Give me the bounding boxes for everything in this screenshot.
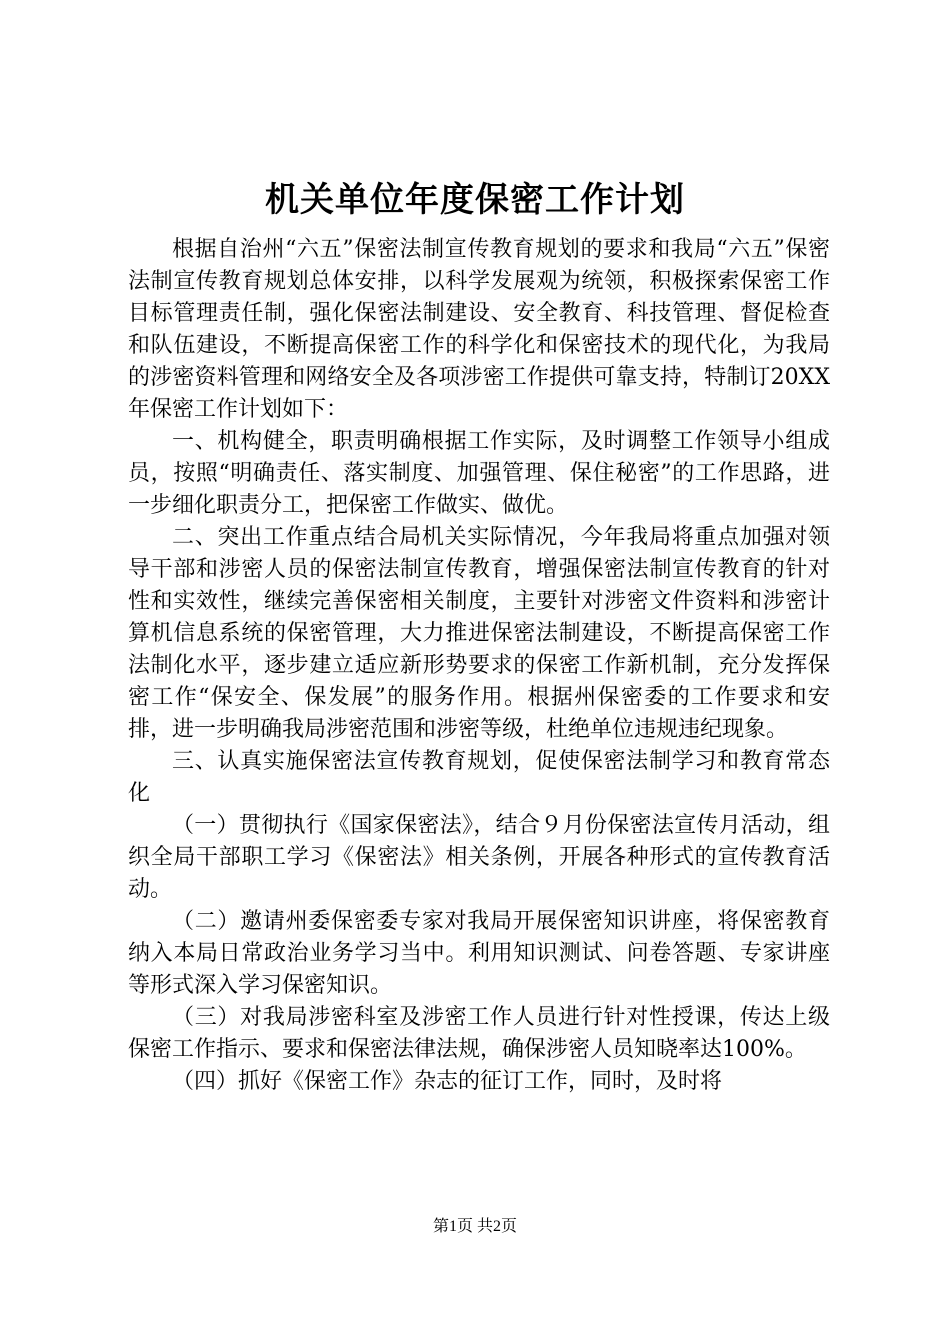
paragraph-item-2: （二）邀请州委保密委专家对我局开展保密知识讲座，将保密教育纳入本局日常政治业务学习当中。利用知识测试、问卷答题、专家讲座等形式深入学习保密知识。	[128, 909, 830, 998]
paragraph-intro: 根据自治州“六五”保密法制宣传教育规划的要求和我局“六五”保密法制宣传教育规划总体安排，以科学发展观为统领，积极探索保密工作目标管理责任制，强化保密法制建设、安全教育、科技管理、督促检查和队伍建设，不断提高保密工作的科学化和保密技术的现代化，为我局的涉密资料管理和网络安全及各项涉密工作提供可靠支持，特制订20XX年保密工作计划如下：	[128, 237, 830, 422]
document-title: 机关单位年度保密工作计划	[265, 180, 685, 220]
paragraph-section-3: 三、认真实施保密法宣传教育规划，促使保密法制学习和教育常态化	[128, 749, 830, 806]
document-body	[128, 234, 830, 1098]
page-footer: 第1页 共2页	[432, 1218, 517, 1235]
paragraph-item-1: （一）贯彻执行《国家保密法》，结合９月份保密法宣传月活动，组织全局干部职工学习《保密法》相关条例，开展各种形式的宣传教育活动。	[128, 813, 830, 902]
paragraph-section-1: 一、机构健全，职责明确根据工作实际，及时调整工作领导小组成员，按照“明确责任、落实制度、加强管理、保住秘密”的工作思路，进一步细化职责分工，把保密工作做实、做优。	[128, 429, 830, 518]
paragraph-section-2: 二、突出工作重点结合局机关实际情况，今年我局将重点加强对领导干部和涉密人员的保密法制宣传教育，增强保密法制宣传教育的针对性和实效性，继续完善保密相关制度，主要针对涉密文件资料和涉密计算机信息系统的保密管理，大力推进保密法制建设，不断提高保密工作法制化水平，逐步建立适应新形势要求的保密工作新机制，充分发挥保密工作“保安全、保发展”的服务作用。根据州保密委的工作要求和安排，进一步明确我局涉密范围和涉密等级，杜绝单位违规违纪现象。	[128, 525, 830, 742]
paragraph-item-3: （三）对我局涉密科室及涉密工作人员进行针对性授课，传达上级保密工作指示、要求和保密法律法规，确保涉密人员知晓率达100%。	[128, 1005, 830, 1062]
paragraph-item-4: （四）抓好《保密工作》杂志的征订工作，同时，及时将	[172, 1069, 723, 1094]
